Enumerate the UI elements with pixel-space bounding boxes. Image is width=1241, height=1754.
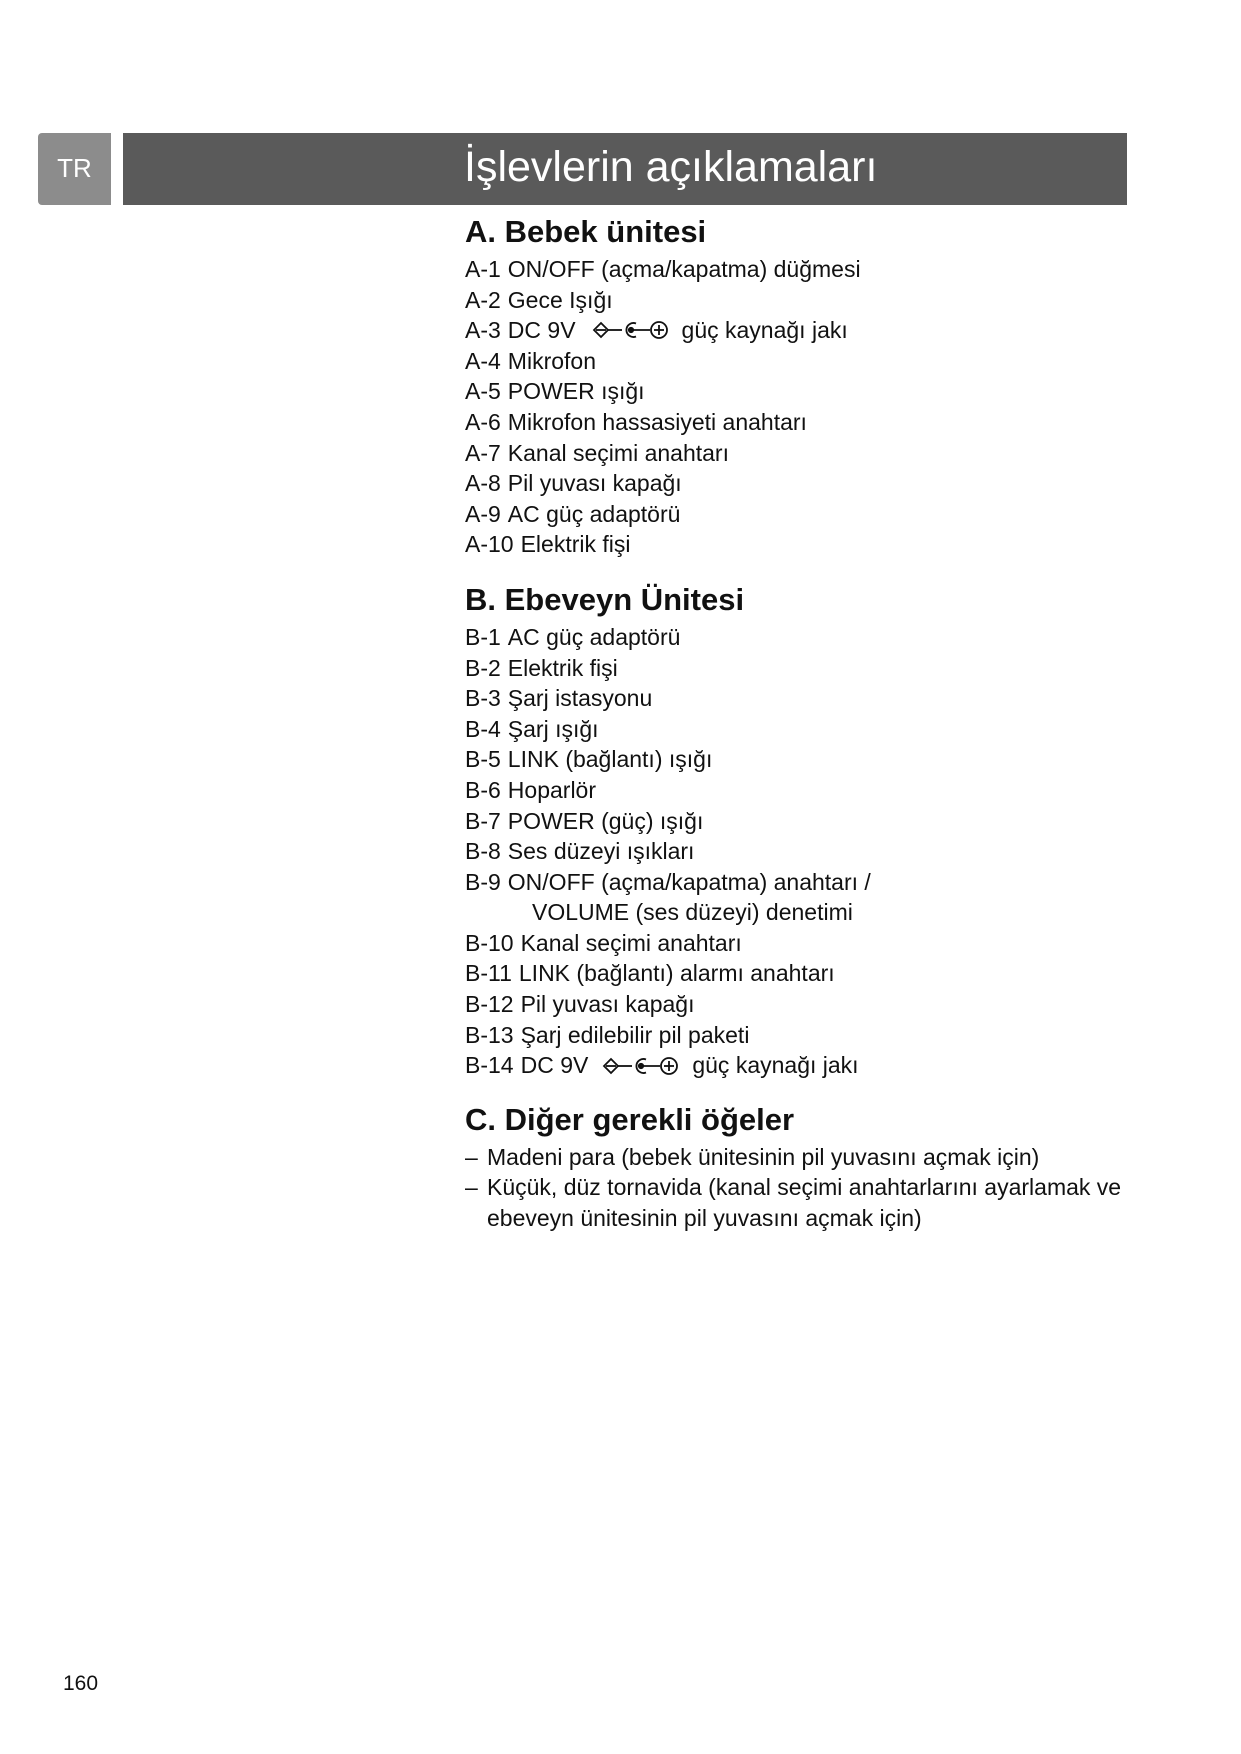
item-label: Mikrofon hassasiyeti anahtarı bbox=[507, 408, 807, 435]
list-item-continuation bbox=[465, 897, 1145, 928]
item-code: A-3 bbox=[465, 317, 501, 344]
main-content bbox=[465, 210, 1145, 1234]
item-label: Şarj istasyonu bbox=[507, 685, 653, 712]
item-code: B-9 bbox=[465, 868, 501, 895]
list-item bbox=[465, 376, 1145, 407]
list-item bbox=[465, 315, 1145, 346]
dc-polarity-icon bbox=[592, 319, 676, 341]
item-dash: – bbox=[465, 1174, 478, 1201]
item-dash: – bbox=[465, 1143, 478, 1170]
item-text-continuation: ebeveyn ünitesinin pil yuvasını açmak için) bbox=[487, 1205, 922, 1232]
item-code: B-14 bbox=[465, 1052, 514, 1079]
baby-unit-list bbox=[465, 254, 1145, 560]
item-code: A-7 bbox=[465, 439, 501, 466]
item-label: Elektrik fişi bbox=[520, 531, 631, 558]
list-item bbox=[465, 1050, 1145, 1081]
item-code: B-6 bbox=[465, 776, 501, 803]
item-code: A-2 bbox=[465, 286, 501, 313]
item-suffix: güç kaynağı jakı bbox=[692, 1052, 859, 1079]
item-label: AC güç adaptörü bbox=[507, 623, 681, 650]
item-code: B-11 bbox=[465, 960, 512, 987]
list-item bbox=[465, 529, 1145, 560]
item-code: A-4 bbox=[465, 347, 501, 374]
item-code: B-3 bbox=[465, 685, 501, 712]
item-code: B-10 bbox=[465, 929, 514, 956]
item-code: B-1 bbox=[465, 623, 501, 650]
list-item bbox=[465, 1142, 1145, 1173]
list-item bbox=[465, 653, 1145, 684]
item-code: A-10 bbox=[465, 531, 514, 558]
item-code: A-5 bbox=[465, 378, 501, 405]
list-item bbox=[465, 407, 1145, 438]
item-label: ON/OFF (açma/kapatma) anahtarı / bbox=[507, 868, 871, 895]
item-label: DC 9V bbox=[520, 1052, 589, 1079]
list-item bbox=[465, 958, 1145, 989]
dc-polarity-icon bbox=[602, 1055, 686, 1077]
section-title-b: B. Ebeveyn Ünitesi bbox=[465, 581, 745, 617]
list-item-continuation bbox=[465, 1203, 1145, 1234]
list-item bbox=[465, 468, 1145, 499]
item-label: Mikrofon bbox=[507, 347, 596, 374]
list-item bbox=[465, 622, 1145, 653]
section-title-a: A. Bebek ünitesi bbox=[465, 214, 707, 249]
item-label: POWER ışığı bbox=[507, 378, 645, 405]
list-item bbox=[465, 714, 1145, 745]
language-tab bbox=[38, 133, 111, 205]
item-label: Hoparlör bbox=[507, 776, 597, 803]
section-other-items bbox=[465, 1098, 1145, 1234]
item-code: B-7 bbox=[465, 807, 501, 834]
item-code: B-4 bbox=[465, 715, 501, 742]
list-item bbox=[465, 1172, 1145, 1203]
item-code: B-13 bbox=[465, 1021, 514, 1048]
item-label: Şarj edilebilir pil paketi bbox=[520, 1021, 750, 1048]
list-item bbox=[465, 254, 1145, 285]
list-item bbox=[465, 499, 1145, 530]
list-item bbox=[465, 346, 1145, 377]
list-item bbox=[465, 775, 1145, 806]
item-label: ON/OFF (açma/kapatma) düğmesi bbox=[507, 256, 861, 282]
item-label-continuation: VOLUME (ses düzeyi) denetimi bbox=[532, 899, 853, 926]
list-item bbox=[465, 806, 1145, 837]
item-code: B-12 bbox=[465, 991, 514, 1018]
page-number: 160 bbox=[63, 1672, 99, 1695]
language-tab-label: TR bbox=[57, 153, 92, 183]
page-title-bar bbox=[123, 133, 1127, 205]
item-label: Gece Işığı bbox=[507, 286, 613, 313]
item-label: Ses düzeyi ışıkları bbox=[507, 838, 695, 865]
list-item bbox=[465, 744, 1145, 775]
item-label: Pil yuvası kapağı bbox=[507, 470, 682, 497]
item-code: B-2 bbox=[465, 654, 501, 681]
item-code: A-9 bbox=[465, 500, 501, 527]
item-label: POWER (güç) ışığı bbox=[507, 807, 704, 834]
section-baby-unit bbox=[465, 210, 1145, 560]
list-item bbox=[465, 438, 1145, 469]
item-code: B-5 bbox=[465, 746, 501, 773]
section-parent-unit bbox=[465, 578, 1145, 1081]
other-items-list bbox=[465, 1142, 1145, 1234]
list-item bbox=[465, 928, 1145, 959]
list-item bbox=[465, 867, 1145, 898]
item-code: A-6 bbox=[465, 408, 501, 435]
item-label: Elektrik fişi bbox=[507, 654, 618, 681]
list-item bbox=[465, 989, 1145, 1020]
page-title: İşlevlerin açıklamaları bbox=[464, 143, 878, 191]
list-item bbox=[465, 285, 1145, 316]
list-item bbox=[465, 683, 1145, 714]
item-label: LINK (bağlantı) ışığı bbox=[507, 746, 713, 773]
list-item bbox=[465, 1020, 1145, 1051]
item-label: Kanal seçimi anahtarı bbox=[507, 439, 729, 466]
item-code: A-1 bbox=[465, 256, 501, 282]
item-label: AC güç adaptörü bbox=[507, 500, 681, 527]
item-code: B-8 bbox=[465, 838, 501, 865]
list-item bbox=[465, 836, 1145, 867]
item-label: Pil yuvası kapağı bbox=[520, 991, 695, 1018]
section-title-c: C. Diğer gerekli öğeler bbox=[465, 1101, 795, 1137]
parent-unit-list bbox=[465, 622, 1145, 1081]
item-label: Kanal seçimi anahtarı bbox=[520, 929, 742, 956]
item-suffix: güç kaynağı jakı bbox=[681, 317, 848, 344]
item-label: DC 9V bbox=[507, 317, 576, 344]
item-label: LINK (bağlantı) alarmı anahtarı bbox=[518, 960, 835, 987]
item-text: Madeni para (bebek ünitesinin pil yuvasını açmak için) bbox=[487, 1143, 1040, 1170]
item-code: A-8 bbox=[465, 470, 501, 497]
item-text: Küçük, düz tornavida (kanal seçimi anahtarlarını ayarlamak ve bbox=[487, 1174, 1122, 1201]
item-label: Şarj ışığı bbox=[507, 715, 599, 742]
